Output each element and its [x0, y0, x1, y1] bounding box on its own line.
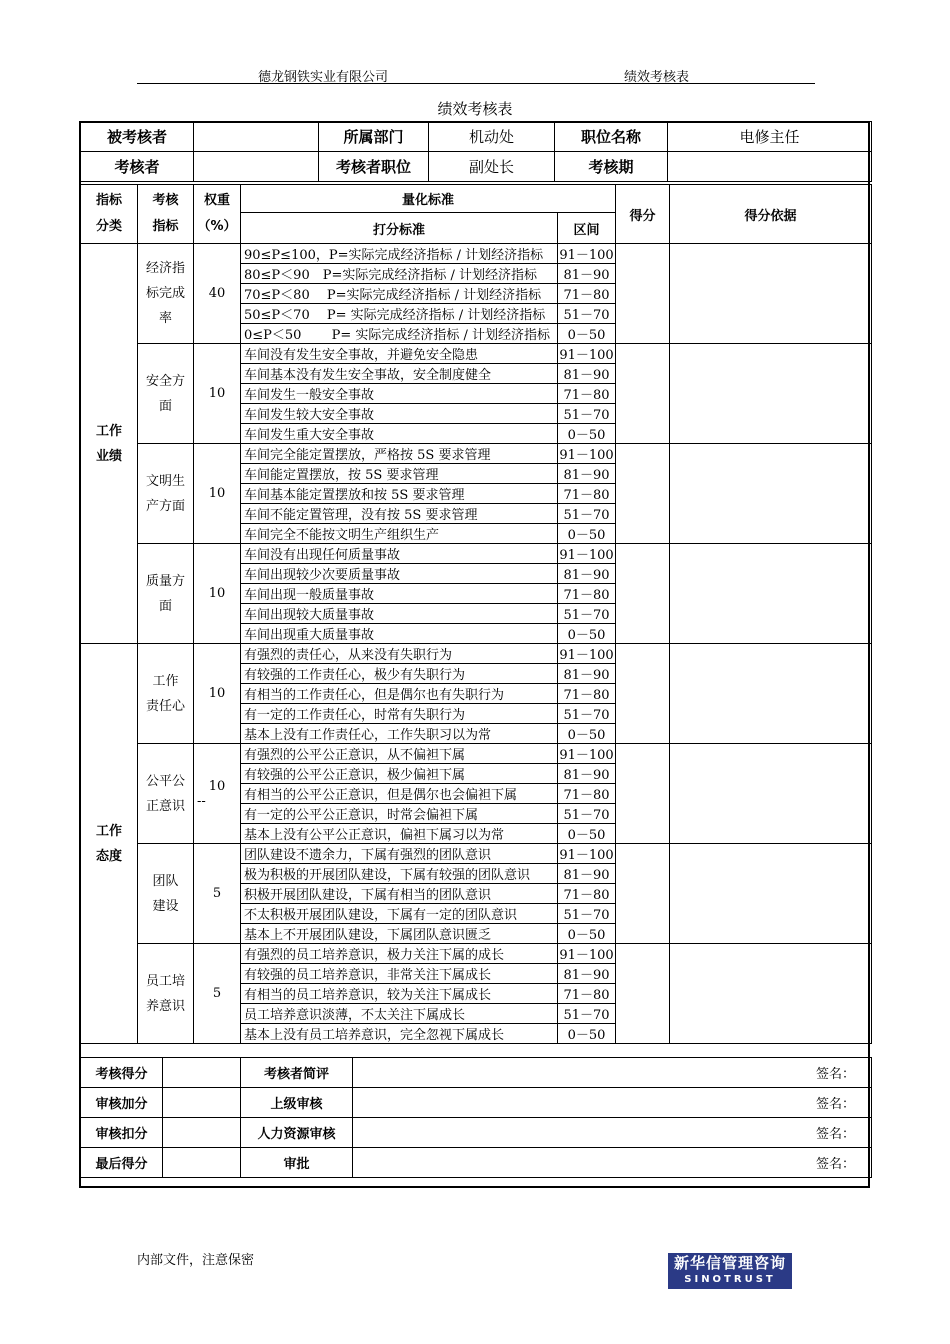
criterion-range: 51－70: [558, 804, 616, 824]
score-basis-cell[interactable]: [670, 344, 872, 444]
criterion-text: 有较强的员工培养意识，非常关注下属成长: [241, 964, 558, 984]
review-label: 人力资源审核: [241, 1118, 353, 1148]
criterion-range: 71－80: [558, 484, 616, 504]
criterion-text: 有强烈的责任心，从来没有失职行为: [241, 644, 558, 664]
criterion-range: 0－50: [558, 624, 616, 644]
criterion-row: [81, 744, 872, 764]
criterion-range: 0－50: [558, 724, 616, 744]
header-score: 得分: [616, 185, 670, 244]
signature-field[interactable]: 签名：: [353, 1118, 872, 1148]
criterion-range: 0－50: [558, 824, 616, 844]
criterion-text: 车间出现一般质量事故: [241, 584, 558, 604]
criterion-text: 有强烈的员工培养意识，极力关注下属的成长: [241, 944, 558, 964]
indicator-name: 团队 建设: [138, 844, 194, 944]
criterion-text: 有强烈的公平公正意识，从不偏袒下属: [241, 744, 558, 764]
score-cell[interactable]: [616, 844, 670, 944]
criterion-row: [81, 644, 872, 664]
criterion-text: 不太积极开展团队建设，下属有一定的团队意识: [241, 904, 558, 924]
review-label: 审批: [241, 1148, 353, 1178]
criterion-text: 极为积极的开展团队建设，下属有较强的团队意识: [241, 864, 558, 884]
criterion-range: 51－70: [558, 504, 616, 524]
score-basis-cell[interactable]: [670, 944, 872, 1044]
assessor-label: 考核者: [81, 152, 194, 182]
criterion-range: 81－90: [558, 264, 616, 284]
summary-value[interactable]: [163, 1058, 241, 1088]
indicator-name: 质量方 面: [138, 544, 194, 644]
header-rule: [137, 83, 815, 84]
criterion-range: 71－80: [558, 284, 616, 304]
assessment-table: [80, 184, 872, 1044]
criterion-text: 团队建设不遗余力，下属有强烈的团队意识: [241, 844, 558, 864]
criterion-text: 有较强的工作责任心，极少有失职行为: [241, 664, 558, 684]
assessor-position-label: 考核者职位: [319, 152, 429, 182]
criterion-range: 0－50: [558, 524, 616, 544]
indicator-name: 安全方 面: [138, 344, 194, 444]
criterion-range: 81－90: [558, 764, 616, 784]
indicator-weight: 10: [194, 644, 241, 744]
criterion-range: 81－90: [558, 964, 616, 984]
indicator-weight: 5: [194, 844, 241, 944]
criterion-range: 81－90: [558, 664, 616, 684]
signature-field[interactable]: 签名：: [353, 1088, 872, 1118]
header-category: 指标 分类: [81, 185, 138, 244]
criterion-range: 51－70: [558, 404, 616, 424]
score-cell[interactable]: [616, 344, 670, 444]
criterion-text: 车间出现重大质量事故: [241, 624, 558, 644]
header-scoring-standard: 打分标准: [241, 213, 558, 244]
criterion-text: 50≤P＜70 P= 实际完成经济指标 / 计划经济指标: [241, 304, 558, 324]
criterion-row: [81, 844, 872, 864]
score-cell[interactable]: [616, 244, 670, 344]
score-basis-cell[interactable]: [670, 244, 872, 344]
criterion-range: 51－70: [558, 704, 616, 724]
indicator-weight: 10: [194, 544, 241, 644]
dept-label: 所属部门: [319, 122, 429, 152]
criterion-text: 有一定的工作责任心，时常有失职行为: [241, 704, 558, 724]
indicator-weight: 10: [194, 444, 241, 544]
criterion-text: 车间基本能定置摆放和按 5S 要求管理: [241, 484, 558, 504]
score-cell[interactable]: [616, 744, 670, 844]
criterion-range: 0－50: [558, 424, 616, 444]
header-range: 区间: [558, 213, 616, 244]
criterion-range: 91－100: [558, 844, 616, 864]
indicator-weight: 10 --: [194, 744, 241, 844]
review-label: 考核者简评: [241, 1058, 353, 1088]
criterion-range: 91－100: [558, 944, 616, 964]
indicator-weight: 40: [194, 244, 241, 344]
header-doc-type: 绩效考核表: [624, 70, 690, 85]
criterion-range: 81－90: [558, 364, 616, 384]
criterion-range: 91－100: [558, 744, 616, 764]
indicator-weight: 10: [194, 344, 241, 444]
summary-label: 审核加分: [81, 1088, 163, 1118]
criterion-text: 车间基本没有发生安全事故，安全制度健全: [241, 364, 558, 384]
position-value[interactable]: 电修主任: [668, 122, 872, 152]
criterion-range: 0－50: [558, 324, 616, 344]
summary-label: 最后得分: [81, 1148, 163, 1178]
criterion-range: 91－100: [558, 544, 616, 564]
score-basis-cell[interactable]: [670, 444, 872, 544]
criterion-range: 71－80: [558, 984, 616, 1004]
score-cell[interactable]: [616, 444, 670, 544]
header-weight: 权重 （%）: [194, 185, 241, 244]
criterion-text: 车间发生重大安全事故: [241, 424, 558, 444]
period-value[interactable]: [668, 152, 872, 182]
indicator-name: 工作 责任心: [138, 644, 194, 744]
criterion-range: 71－80: [558, 884, 616, 904]
assessor-value[interactable]: [194, 152, 319, 182]
criterion-text: 车间完全不能按文明生产组织生产: [241, 524, 558, 544]
assessee-value[interactable]: [194, 122, 319, 152]
summary-row: [81, 1118, 872, 1148]
period-label: 考核期: [555, 152, 668, 182]
criterion-range: 71－80: [558, 784, 616, 804]
criterion-range: 81－90: [558, 864, 616, 884]
criterion-text: 0≤P＜50 P= 实际完成经济指标 / 计划经济指标: [241, 324, 558, 344]
header-quant-standard: 量化标准: [241, 185, 616, 213]
criterion-text: 有一定的公平公正意识，时常会偏袒下属: [241, 804, 558, 824]
criterion-range: 91－100: [558, 344, 616, 364]
criterion-text: 车间发生较大安全事故: [241, 404, 558, 424]
review-label: 上级审核: [241, 1088, 353, 1118]
criterion-range: 71－80: [558, 384, 616, 404]
criterion-text: 有较强的公平公正意识，极少偏袒下属: [241, 764, 558, 784]
sinotrust-logo: 新华信管理咨询 SINOTRUST: [668, 1253, 792, 1289]
summary-row: [81, 1148, 872, 1178]
criterion-text: 基本上没有员工培养意识，完全忽视下属成长: [241, 1024, 558, 1044]
criterion-text: 基本上没有公平公正意识，偏袒下属习以为常: [241, 824, 558, 844]
summary-table: [80, 1057, 872, 1178]
position-label: 职位名称: [555, 122, 668, 152]
criterion-text: 基本上不开展团队建设，下属团队意识匮乏: [241, 924, 558, 944]
criterion-range: 91－100: [558, 244, 616, 264]
criterion-range: 71－80: [558, 584, 616, 604]
criterion-row: [81, 344, 872, 364]
criterion-text: 积极开展团队建设，下属有相当的团队意识: [241, 884, 558, 904]
header-score-basis: 得分依据: [670, 185, 872, 244]
summary-value[interactable]: [163, 1148, 241, 1178]
indicator-name: 员工培 养意识: [138, 944, 194, 1044]
criterion-range: 0－50: [558, 1024, 616, 1044]
criterion-row: [81, 444, 872, 464]
assessor-position-value[interactable]: 副处长: [429, 152, 555, 182]
criterion-text: 80≤P＜90 P=实际完成经济指标 / 计划经济指标: [241, 264, 558, 284]
score-basis-cell[interactable]: [670, 644, 872, 744]
score-cell[interactable]: [616, 944, 670, 1044]
summary-row: [81, 1058, 872, 1088]
criterion-range: 51－70: [558, 904, 616, 924]
criterion-range: 81－90: [558, 464, 616, 484]
signature-field[interactable]: 签名：: [353, 1058, 872, 1088]
criterion-text: 车间没有发生安全事故，并避免安全隐患: [241, 344, 558, 364]
summary-label: 审核扣分: [81, 1118, 163, 1148]
criterion-range: 71－80: [558, 684, 616, 704]
criterion-range: 51－70: [558, 304, 616, 324]
criterion-text: 有相当的公平公正意识，但是偶尔也会偏袒下属: [241, 784, 558, 804]
category-cell: 工作 态度: [81, 644, 138, 1044]
indicator-name: 文明生 产方面: [138, 444, 194, 544]
summary-label: 考核得分: [81, 1058, 163, 1088]
criterion-range: 51－70: [558, 1004, 616, 1024]
criterion-range: 0－50: [558, 924, 616, 944]
summary-value[interactable]: [163, 1118, 241, 1148]
score-basis-cell[interactable]: [670, 744, 872, 844]
score-cell[interactable]: [616, 644, 670, 744]
criterion-text: 车间能定置摆放，按 5S 要求管理: [241, 464, 558, 484]
criterion-text: 有相当的工作责任心，但是偶尔也有失职行为: [241, 684, 558, 704]
criterion-range: 91－100: [558, 444, 616, 464]
criterion-row: [81, 544, 872, 564]
criterion-text: 员工培养意识淡薄，不太关注下属成长: [241, 1004, 558, 1024]
score-basis-cell[interactable]: [670, 844, 872, 944]
indicator-name: 公平公 正意识: [138, 744, 194, 844]
criterion-text: 基本上没有工作责任心，工作失职习以为常: [241, 724, 558, 744]
score-cell[interactable]: [616, 544, 670, 644]
indicator-name: 经济指 标完成 率: [138, 244, 194, 344]
page-footer-note: 内部文件，注意保密: [137, 1253, 255, 1268]
criterion-text: 车间完全能定置摆放，严格按 5S 要求管理: [241, 444, 558, 464]
criterion-text: 90≤P≤100，P=实际完成经济指标 / 计划经济指标: [241, 244, 558, 264]
info-table: [80, 121, 872, 182]
criterion-text: 有相当的员工培养意识，较为关注下属成长: [241, 984, 558, 1004]
assessee-label: 被考核者: [81, 122, 194, 152]
criterion-text: 70≤P＜80 P=实际完成经济指标 / 计划经济指标: [241, 284, 558, 304]
criterion-row: [81, 244, 872, 264]
category-cell: 工作 业绩: [81, 244, 138, 644]
criterion-range: 91－100: [558, 644, 616, 664]
score-basis-cell[interactable]: [670, 544, 872, 644]
criterion-row: [81, 944, 872, 964]
signature-field[interactable]: 签名：: [353, 1148, 872, 1178]
criterion-range: 51－70: [558, 604, 616, 624]
header-company: 德龙钢铁实业有限公司: [258, 70, 389, 85]
criterion-text: 车间发生一般安全事故: [241, 384, 558, 404]
page-title: 绩效考核表: [437, 100, 513, 118]
dept-value[interactable]: 机动处: [429, 122, 555, 152]
criterion-text: 车间不能定置管理，没有按 5S 要求管理: [241, 504, 558, 524]
criterion-text: 车间没有出现任何质量事故: [241, 544, 558, 564]
summary-row: [81, 1088, 872, 1118]
criterion-text: 车间出现较大质量事故: [241, 604, 558, 624]
criterion-text: 车间出现较少次要质量事故: [241, 564, 558, 584]
header-indicator: 考核 指标: [138, 185, 194, 244]
criterion-range: 81－90: [558, 564, 616, 584]
indicator-weight: 5: [194, 944, 241, 1044]
summary-value[interactable]: [163, 1088, 241, 1118]
